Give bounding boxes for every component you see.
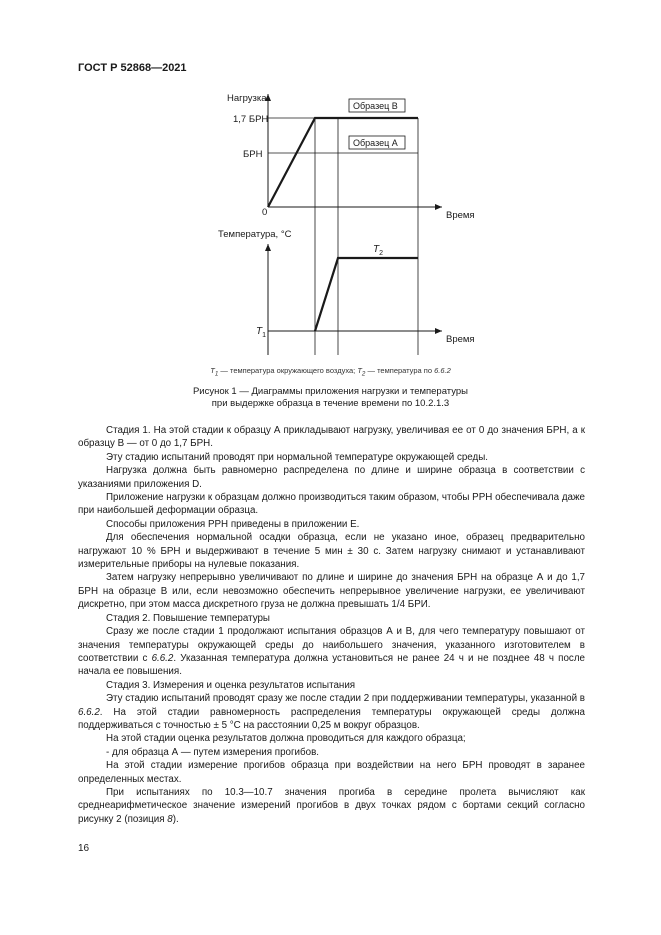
paragraph: При испытаниях по 10.3—10.7 значения прогиба в середине пролета вычисляют как среднеарифметическое значение измерений прогибов в двух точках рядом с бортами секций согласно рисунку 2 (позиция 8). [78, 786, 585, 825]
paragraph-stage-3: Стадия 3. Измерения и оценка результатов испытания [106, 679, 356, 691]
paragraph: Способы приложения РРН приведены в приложении Е. [106, 518, 360, 530]
load-chart [227, 93, 475, 221]
figure-caption: Рисунок 1 — Диаграммы приложения нагрузки и температуры при выдержке образца в течение времени по 10.2.1.3 [192, 386, 469, 409]
paragraph: Сразу же после стадии 1 продолжают испытания образцов А и В, для чего температуру повышают от значения температуры окружающей среды до наибольшего значения, указанного изготовителем в соответствии с 6.6.2. Указанная температура должна установиться не ранее 24 ч и не позднее 48 ч после начала ее повышения. [78, 626, 586, 678]
paragraph: Эту стадию испытаний проводят сразу же после стадии 2 при поддерживании температуры, указанной в 6.6.2. На этой стадии равномерность распределения температуры окружающей среды должна поддерживаться с точностью ± 5 °С на расстоянии 0,25 м вокруг образцов. [78, 693, 585, 731]
load-time-label: Время [446, 210, 475, 221]
paragraph: На этой стадии измерение прогибов образца при воздействии на него БРН проводят в заранее определенных местах. [78, 760, 585, 785]
temp-time-label: Время [446, 334, 475, 345]
load-curve [268, 118, 418, 207]
paragraph: Приложение нагрузки к образцам должно производиться таким образом, чтобы РРН обеспечивала даже при наибольшей деформации образца. [78, 492, 585, 517]
y-tick-brn: БРН [243, 149, 263, 160]
t1-label: $T_1$ [256, 326, 267, 339]
figure-legend: $T_1$ — температура окружающего воздуха; $T_2$ — температура по 6.6.2 [210, 366, 451, 378]
paragraph: Эту стадию испытаний проводят при нормальной температуре окружающей среды. [106, 451, 489, 463]
sample-a-label: Образец А [353, 138, 398, 148]
load-axis-label: Нагрузка [227, 93, 267, 104]
paragraph: Затем нагрузку непрерывно увеличивают по длине и ширине до значения БРН на образце А и до 1,7 БРН на образце В или, если невозможно обеспечить непрерывное увеличение нагрузки, ее увеличивают дискретно, при этом масса дискретного груза не должна превышать 1/4 БРИ. [78, 572, 585, 611]
y-tick-1-7-brn: 1,7 БРН [233, 114, 269, 125]
paragraph-stage-1: Стадия 1. На этой стадии к образцу А прикладывают нагрузку, увеличивая ее от 0 до значения БРН, а к образцу В — от 0 до 1,7 БРН. [78, 425, 585, 450]
document-header: ГОСТ Р 52868—2021 [78, 62, 187, 74]
temperature-axis-label: Температура, °С [218, 229, 292, 240]
paragraph: - для образца А — путем измерения прогибов. [106, 746, 320, 758]
paragraph: На этой стадии оценка результатов должна проводиться для каждого образца; [106, 733, 466, 745]
load-origin-label: 0 [262, 207, 268, 218]
temperature-curve [315, 258, 418, 331]
paragraph: Для обеспечения нормальной осадки образца, если не указано иное, образец предварительно нагружают 10 % БРН и выдерживают в течение 5 мин ± 30 с. Затем нагрузку снимают и устанавливают измерительные приборы на нулевые показания. [78, 532, 585, 571]
body-text [78, 424, 585, 826]
sample-b-label: Образец В [353, 101, 398, 111]
paragraph: Нагрузка должна быть равномерно распределена по длине и ширине образца в соответствии с указаниями приложения D. [78, 465, 585, 490]
temperature-chart [218, 229, 475, 355]
page-number: 16 [78, 843, 90, 854]
paragraph-stage-2: Стадия 2. Повышение температуры [106, 612, 270, 624]
t2-label: $T_2$ [373, 244, 384, 257]
